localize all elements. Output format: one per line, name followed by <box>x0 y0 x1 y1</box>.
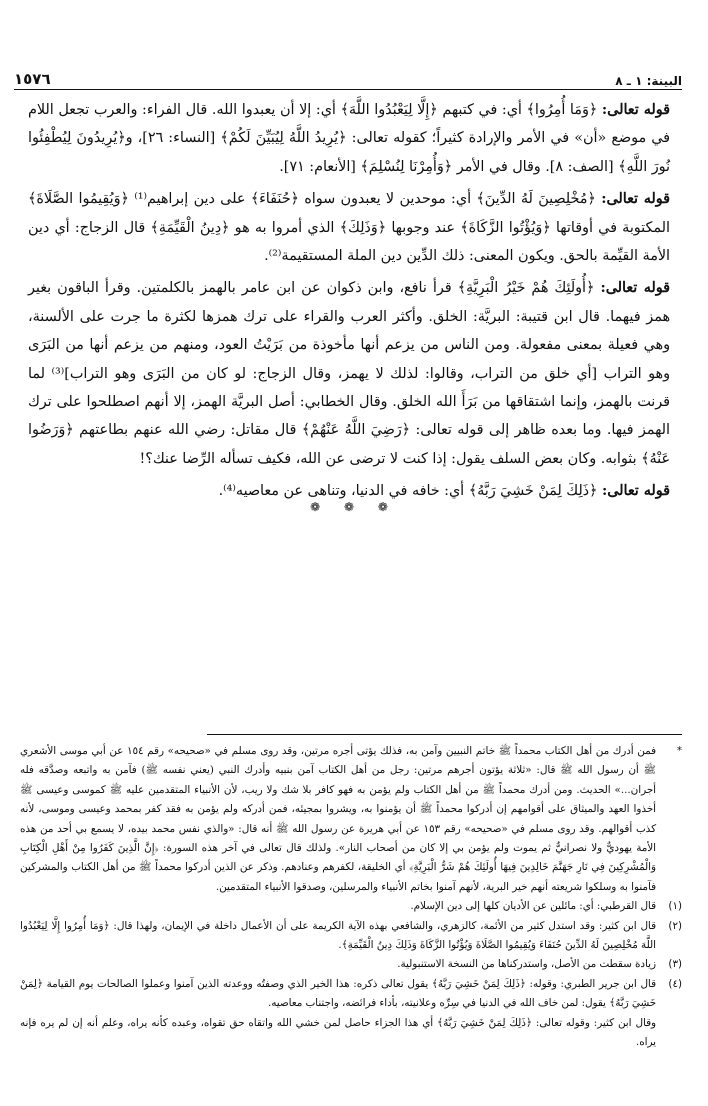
footnote-rule <box>207 734 682 735</box>
section-ornament: ❁ ❁ ❁ <box>310 500 398 514</box>
verse-label: قوله تعالى: <box>601 483 670 500</box>
footnote-marker: (١) <box>668 900 682 913</box>
footnote <box>20 975 682 1014</box>
footnote-marker: (٤) <box>668 977 682 990</box>
paragraph-text: ﴿وَمَا أُمِرُوا﴾ أي: في كتبهم ﴿إِلَّا لِيَعْبُدُوا اللَّهَ﴾ أي: إلا أن يعبدوا الله. قال الفراء: والعرب تجعل اللام في موضع «أن» في الأمر والإرادة كثيراً؛ كقوله تعالى: ﴿يُرِيدُ اللَّهُ لِيُبَيِّنَ لَكُمْ﴾ [النساء: ٢٦]، و﴿يُرِيدُونَ لِيُطْفِئُوا نُورَ اللَّهِ﴾ [الصف: ٨]. وقال في الأمر ﴿وَأُمِرْنَا لِنُسْلِمَ﴾ [الأنعام: ٧١]. <box>28 102 671 175</box>
footnote-marker: (٢) <box>668 919 682 932</box>
page-number: ١٥٧٦ <box>14 70 51 88</box>
verse-label: قوله تعالى: <box>601 102 670 118</box>
footnote-continuation <box>20 1014 682 1053</box>
paragraph <box>28 185 670 270</box>
verse-label: قوله تعالى: <box>601 191 671 208</box>
paragraph-text: ﴿ذَلِكَ لِمَنْ خَشِيَ رَبَّهُ﴾ أي: خافه في الدنيا، وتناهى عن معاصيه⁽⁴⁾. <box>218 483 598 500</box>
paragraph-text: ﴿أُولَئِكَ هُمْ خَيْرُ الْبَرِيَّةِ﴾ قرأ نافع، وابن ذكوان عن ابن عامر بالهمز بالكلمتين. وقرأ الباقون بغير همز فيهما. قال ابن قتيبة: البريَّة: الخلق. وأكثر العرب والقراء على ترك همزها لكثرة ما جرت على الألسنة، وهي فعيلة بمعنى مفعولة. ومن الناس من يزعم أنها مأخوذة من بَرَيْتُ العود، ومنهم من يزعم أنها من البَرَى وهو التراب [أي خلق من التراب، وقالوا: لذلك لا يهمز، وقال الزجاج: لو كان من البَرَى وهو التراب]⁽³⁾ لما قرنت بالهمز، وإنما اشتقاقها من بَرَأَ الله الخلق. وقال الخطابي: أصل البريَّة الهمز، إلا أنهم اصطلحوا على ترك الهمز فيها. وما بعده ظاهر إلى قوله تعالى: ﴿رَضِيَ اللَّهُ عَنْهُمْ﴾ قال مقاتل: رضي الله عنهم بطاعتهم ﴿وَرَضُوا عَنْهُ﴾ بثوابه. وكان بعض السلف يقول: إذا كنت لا ترضى عن الله، فكيف تسأله الرِّضا عنك؟! <box>28 280 670 467</box>
footnote-text: فمن أدرك من أهل الكتاب محمداً ﷺ خاتم النبيين وآمن به، فذلك يؤتى أجره مرتين، وقد روى مسلم في «صحيحه» رقم ١٥٤ عن أبي موسى الأشعري ﷺ أن رسول الله ﷺ قال: «ثلاثة يؤتون أجرهم مرتين: رجل من أهل الكتاب آمن بنبيه وأدرك النبي (يعني نفسه ﷺ) فآمن به واتبعه وصدَّقه فله أجران...» الحديث. ومن أدرك محمداً ﷺ من أهل الكتاب ولم يؤمن به فهو كافر بلا شك ولا ريب، لأن الأنبياء المتقدمين عليه ﷺ كموسى وعيسى ﷺ أخذوا العهد والميثاق على أقوامهم إن أدركوا محمداً ﷺ أن يؤمنوا به، ويشروا بمجيئه، فمن أدركه ولم يؤمن به فقد كفر بمحمد وعيسى وموسى، لأنه كذب أقوالهم. وقد روى مسلم في «صحيحه» رقم ١٥٣ عن أبي هريرة عن رسول الله ﷺ أنه قال: «والذي نفس محمد بيده، لا يسمع بي أحد من هذه الأمة يهوديٌّ ولا نصرانيٌّ ثم يموت ولم يؤمن بي إلا كان من أصحاب النار». ولذلك قال تعالى في آخر هذه السورة: ﴿إِنَّ الَّذِينَ كَفَرُوا مِنْ أَهْلِ الْكِتَابِ وَالْمُشْرِكِينَ فِي نَارِ جَهَنَّمَ خَالِدِينَ فِيهَا أُولَئِكَ هُمْ شَرُّ الْبَرِيَّةِ﴾ أي الخليقة، لكفرهم وعنادهم. وذكر عن الذين أدركوا محمداً ﷺ من أهل الكتاب والمشركين فآمنوا به وسلكوا شريعته أنهم خير البرية، لأنهم آمنوا بخاتم الأنبياء والمرسلين، وصدقوا الأنبياء المتقدمين. <box>20 745 656 893</box>
footnotes <box>20 742 682 1053</box>
footnote-text: وقال ابن كثير: وقوله تعالى: ﴿ذَلِكَ لِمَنْ خَشِيَ رَبَّهُ﴾ أي هذا الجزاء حاصل لمن خشي الله واتقاه حق تقواه، وعبده كأنه يراه، وعلم أنه إن لم يره فإنه يراه. <box>20 1016 656 1049</box>
main-text <box>28 96 670 510</box>
header-rule <box>14 89 682 90</box>
footnote <box>20 917 682 956</box>
footnote-marker: (٣) <box>668 958 682 971</box>
page-header <box>14 64 682 88</box>
footnote-marker: * <box>676 745 682 757</box>
paragraph <box>28 96 670 181</box>
paragraph <box>28 274 670 473</box>
footnote-text: قال القرطبي: أي: مائلين عن الأديان كلها إلى دين الإسلام. <box>410 900 656 913</box>
footnote <box>20 955 682 974</box>
footnote-text: قال ابن جرير الطبري: وقوله: ﴿ذَلِكَ لِمَنْ خَشِيَ رَبَّهُ﴾ يقول تعالى ذكره: هذا الخير الذي وصفتُه ووعدته الذين آمنوا وعملوا الصالحات يوم القيامة ﴿لِمَنْ خَشِيَ رَبَّهُ﴾ يقول: لمن خاف الله في الدنيا في سِرِّه وعلانيته، بأداء فرائضه، واجتناب معاصيه. <box>20 977 656 1010</box>
footnote <box>20 742 682 897</box>
paragraph-text: ﴿مُخْلِصِينَ لَهُ الدِّينَ﴾ أي: موحدين لا يعبدون سواه ﴿حُنَفَاءَ﴾ على دين إبراهيم⁽¹⁾ ﴿وَيُقِيمُوا الصَّلَاةَ﴾ المكتوبة في أوقاتها ﴿وَيُؤْتُوا الزَّكَاةَ﴾ عند وجوبها ﴿وَذَلِكَ﴾ الذي أمروا به هو ﴿دِينُ الْقَيِّمَةِ﴾ قال الزجاج: أي دين الأمة القيِّمة بالحق. ويكون المعنى: ذلك الدِّين دين الملة المستقيمة⁽²⁾. <box>28 191 670 265</box>
footnote-text: قال ابن كثير: وقد استدل كثير من الأئمة، كالزهري، والشافعي بهذه الآية الكريمة على أن الأعمال داخلة في الإيمان، ولهذا قال: ﴿وَمَا أُمِرُوا إِلَّا لِيَعْبُدُوا اللَّهَ مُخْلِصِينَ لَهُ الدِّينَ حُنَفَاءَ وَيُقِيمُوا الصَّلَاةَ وَيُؤْتُوا الزَّكَاةَ وَذَلِكَ دِينُ الْقَيِّمَةِ﴾. <box>20 919 656 952</box>
footnote-text: زيادة سقطت من الأصل، واستدركناها من النسخة الاستنبولية. <box>397 958 656 971</box>
footnote <box>20 897 682 916</box>
verse-label: قوله تعالى: <box>600 280 670 297</box>
running-head: البينة: ١ ـ ٨ <box>615 74 682 88</box>
